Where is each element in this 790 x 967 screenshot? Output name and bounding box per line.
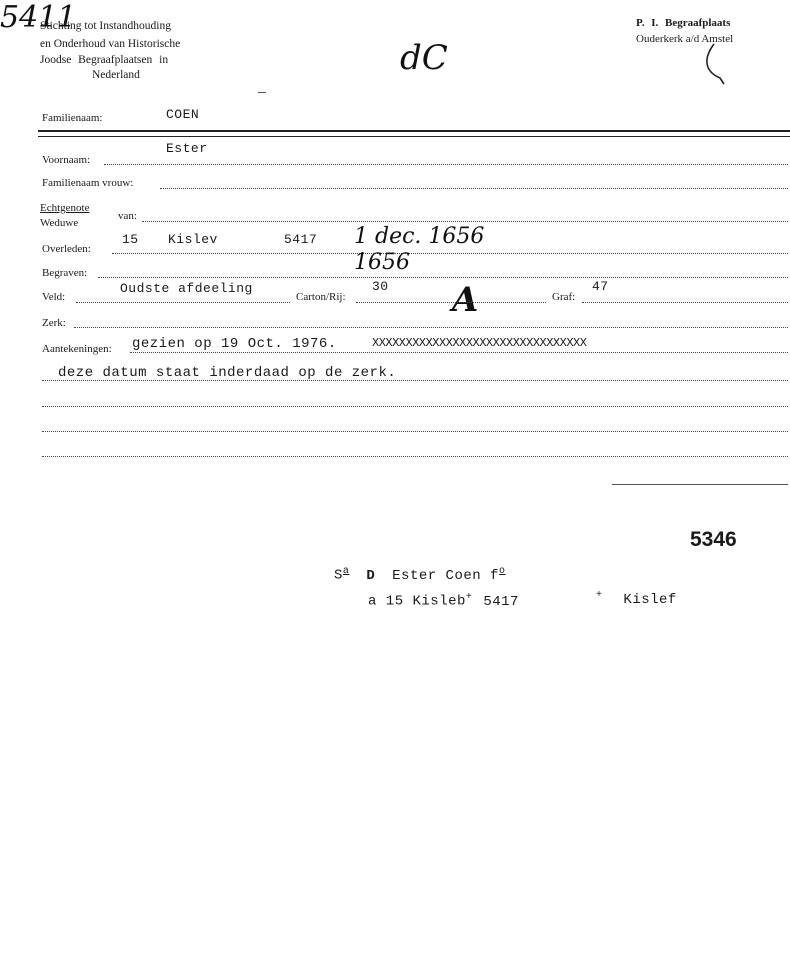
veld-label: Veld: [42, 291, 66, 303]
voornaam-dotted-line [104, 164, 788, 165]
carton-handwritten-letter: A [452, 280, 479, 320]
carton-dotted-line [356, 302, 546, 303]
veld-dotted-line [76, 302, 290, 303]
footer-line2-kislef: Kislef [623, 591, 677, 608]
stray-dash-1 [258, 92, 266, 93]
van-label: van: [118, 210, 137, 222]
cemetery-line-2: Ouderkerk a/d Amstel [636, 33, 734, 45]
familienaam-vrouw-label: Familienaam vrouw: [42, 177, 134, 189]
aantekeningen-dotted-line-3 [42, 406, 788, 407]
overleden-dotted-line [112, 253, 788, 254]
footer-line2-plus: + [465, 592, 473, 603]
footer-line2-year: 5417 [483, 593, 519, 610]
card-number: 5346 [690, 528, 737, 551]
carton-label: Carton/Rij: [296, 291, 346, 303]
aantekeningen-line-1: gezien op 19 Oct. 1976. [132, 336, 337, 352]
org-line-1: Stichting tot Instandhouding [40, 20, 171, 32]
familienaam-vrouw-dotted-line [160, 188, 788, 189]
org-line-2: en Onderhoud van Historische [40, 38, 181, 50]
overleden-label: Overleden: [42, 243, 91, 255]
footer-line-1 [334, 566, 505, 584]
footer-kislef-group [596, 590, 677, 608]
voornaam-value: Ester [166, 141, 208, 156]
footer-line1-name: Ester Coen f [392, 567, 499, 584]
begraven-handwritten-year: 1656 [354, 250, 410, 275]
footer-line1-d: D [366, 567, 376, 584]
van-dotted-line [142, 221, 788, 222]
graf-label: Graf: [552, 291, 576, 303]
org-line-3: Joodse Begraafplaatsen in [40, 54, 169, 66]
aantekeningen-dotted-line-2 [42, 380, 788, 381]
handwritten-bracket-mark [700, 40, 740, 88]
org-line-4: Nederland [92, 69, 140, 81]
footer-line1-sup-a: a [342, 566, 350, 577]
aantekeningen-line-2: deze datum staat inderdaad op de zerk. [58, 365, 397, 381]
aantekeningen-dotted-line-1 [130, 352, 788, 353]
zerk-label: Zerk: [42, 317, 66, 329]
footer-line1-s: S [334, 567, 343, 584]
footer-line-2 [368, 592, 519, 610]
overleden-handwritten-date: 1 dec. 1656 [354, 224, 485, 249]
begraven-label: Begraven: [42, 267, 88, 279]
overleden-year: 5417 [284, 232, 318, 247]
aantekeningen-label: Aantekeningen: [42, 343, 112, 355]
aantekeningen-struck-text: XXXXXXXXXXXXXXXXXXXXXXXXXXXXXXXX [372, 336, 587, 350]
footer-line1-sup-o: o [498, 566, 506, 577]
overleden-month: Kislev [168, 232, 218, 247]
aantekeningen-dotted-line-5 [42, 456, 788, 457]
weduwe-label: Weduwe [40, 217, 79, 229]
double-rule-top [38, 130, 790, 132]
familienaam-value: COEN [166, 107, 200, 122]
overleden-day: 15 [122, 232, 139, 247]
cemetery-line-1: P. I. Begraafplaats [636, 17, 731, 29]
graf-value: 47 [592, 279, 609, 294]
begraven-dotted-line [98, 277, 788, 278]
carton-value: 30 [372, 279, 389, 294]
aantekeningen-dotted-line-4 [42, 431, 788, 432]
familienaam-label: Familienaam: [42, 112, 103, 124]
double-rule-bottom [38, 136, 790, 137]
veld-value: Oudste afdeeling [120, 281, 253, 296]
echtgenote-label: Echtgenote [40, 202, 90, 214]
graf-dotted-line [582, 302, 788, 303]
initials-handwritten: dC [400, 38, 448, 78]
zerk-dotted-line [74, 327, 788, 328]
footer-line2-date: a 15 Kisleb [368, 593, 466, 610]
footer-line2-plus-2: + [596, 590, 603, 601]
archive-number-handwritten: 5411 [0, 0, 77, 35]
stray-dash-2 [612, 484, 788, 485]
voornaam-label: Voornaam: [42, 154, 91, 166]
